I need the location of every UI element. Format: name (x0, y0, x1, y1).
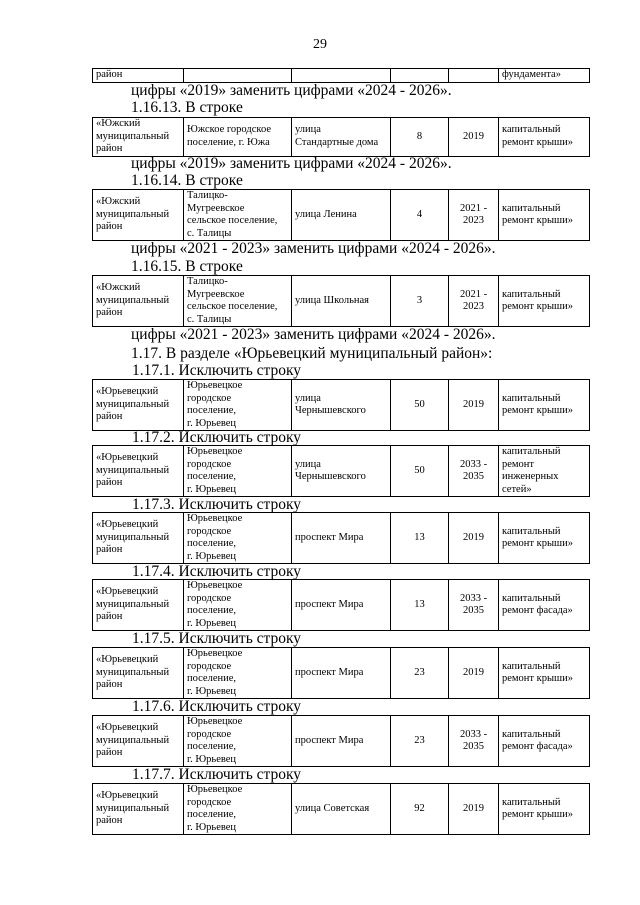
years-cell: 2019 (449, 648, 499, 699)
number-cell: 13 (391, 580, 449, 631)
district-cell: «Юрьевецкий муниципальный район (93, 716, 184, 767)
top-table-row (92, 68, 590, 83)
street-cell: улица Стандартные дома (292, 118, 391, 157)
years-cell: 2021 - 2023 (449, 276, 499, 327)
street-cell: улица Школьная (292, 276, 391, 327)
table-row (92, 647, 590, 699)
number-cell: 8 (391, 118, 449, 157)
work-cell: капитальный ремонт крыши» (499, 380, 590, 431)
years-cell: 2019 (449, 118, 499, 157)
text-line: 1.17.6. Исключить строку (132, 698, 302, 715)
district-cell: район (93, 69, 184, 83)
table-row (92, 783, 590, 835)
settlement-cell (184, 69, 292, 83)
work-cell: капитальный ремонт крыши» (499, 513, 590, 564)
settlement-cell: Юрьевецкое городское поселение, г. Юрьевец (184, 513, 292, 564)
text-line: 1.17. В разделе «Юрьевецкий муниципальный район»: (131, 345, 493, 362)
work-cell: капитальный ремонт фасада» (499, 580, 590, 631)
settlement-cell: Юрьевецкое городское поселение, г. Юрьевец (184, 446, 292, 497)
years-cell: 2019 (449, 784, 499, 835)
text-line: 1.16.14. В строке (131, 172, 243, 189)
district-cell: «Юрьевецкий муниципальный район (93, 648, 184, 699)
text-line: 1.17.1. Исключить строку (132, 362, 302, 379)
district-cell: «Юрьевецкий муниципальный район (93, 784, 184, 835)
work-cell: капитальный ремонт крыши» (499, 190, 590, 241)
table-row (92, 512, 590, 564)
text-line: 1.17.2. Исключить строку (132, 429, 302, 446)
text-line: 1.17.3. Исключить строку (132, 496, 302, 513)
settlement-cell: Юрьевецкое городское поселение, г. Юрьевец (184, 716, 292, 767)
settlement-cell: Юрьевецкое городское поселение, г. Юрьевец (184, 784, 292, 835)
number-cell: 23 (391, 648, 449, 699)
text-line: 1.17.4. Исключить строку (132, 563, 302, 580)
text-line: цифры «2021 - 2023» заменить цифрами «2024 - 2026». (131, 326, 496, 343)
street-cell: улица Ленина (292, 190, 391, 241)
district-cell: «Юрьевецкий муниципальный район (93, 446, 184, 497)
page-number: 29 (313, 37, 327, 52)
district-cell: «Юрьевецкий муниципальный район (93, 380, 184, 431)
number-cell: 50 (391, 380, 449, 431)
number-cell: 4 (391, 190, 449, 241)
text-line: 1.17.7. Исключить строку (132, 766, 302, 783)
table-row (92, 445, 590, 497)
table-row (92, 275, 590, 327)
years-cell: 2033 - 2035 (449, 716, 499, 767)
table-row (92, 117, 590, 157)
district-cell: «Юрьевецкий муниципальный район (93, 580, 184, 631)
table-row (92, 189, 590, 241)
district-cell: «Южский муниципальный район (93, 190, 184, 241)
settlement-cell: Талицко- Мугреевское сельское поселение, с. Талицы (184, 276, 292, 327)
street-cell: проспект Мира (292, 513, 391, 564)
street-cell: проспект Мира (292, 716, 391, 767)
number-cell (391, 69, 449, 83)
number-cell: 13 (391, 513, 449, 564)
street-cell: улица Советская (292, 784, 391, 835)
years-cell: 2033 - 2035 (449, 580, 499, 631)
text-line: цифры «2019» заменить цифрами «2024 - 2026». (131, 82, 452, 99)
street-cell: проспект Мира (292, 580, 391, 631)
years-cell: 2033 - 2035 (449, 446, 499, 497)
work-cell: капитальный ремонт фасада» (499, 716, 590, 767)
text-line: цифры «2019» заменить цифрами «2024 - 2026». (131, 155, 452, 172)
work-cell: капитальный ремонт крыши» (499, 784, 590, 835)
table-row (92, 379, 590, 431)
district-cell: «Южский муниципальный район (93, 276, 184, 327)
number-cell: 50 (391, 446, 449, 497)
years-cell: 2019 (449, 513, 499, 564)
settlement-cell: Юрьевецкое городское поселение, г. Юрьевец (184, 648, 292, 699)
table-row (92, 715, 590, 767)
text-line: 1.16.15. В строке (131, 258, 243, 275)
years-cell: 2021 - 2023 (449, 190, 499, 241)
settlement-cell: Юрьевецкое городское поселение, г. Юрьевец (184, 380, 292, 431)
number-cell: 92 (391, 784, 449, 835)
settlement-cell: Талицко- Мугреевское сельское поселение, с. Талицы (184, 190, 292, 241)
number-cell: 23 (391, 716, 449, 767)
settlement-cell: Юрьевецкое городское поселение, г. Юрьевец (184, 580, 292, 631)
years-cell (449, 69, 499, 83)
street-cell: проспект Мира (292, 648, 391, 699)
number-cell: 3 (391, 276, 449, 327)
street-cell: улица Чернышевского (292, 380, 391, 431)
years-cell: 2019 (449, 380, 499, 431)
street-cell: улица Чернышевского (292, 446, 391, 497)
table-row (92, 579, 590, 631)
work-cell: капитальный ремонт инженерных сетей» (499, 446, 590, 497)
work-cell: капитальный ремонт крыши» (499, 648, 590, 699)
work-cell: капитальный ремонт крыши» (499, 118, 590, 157)
settlement-cell: Южское городское поселение, г. Южа (184, 118, 292, 157)
district-cell: «Юрьевецкий муниципальный район (93, 513, 184, 564)
work-cell: капитальный ремонт крыши» (499, 276, 590, 327)
text-line: 1.17.5. Исключить строку (132, 630, 302, 647)
district-cell: «Южский муниципальный район (93, 118, 184, 157)
street-cell (292, 69, 391, 83)
text-line: 1.16.13. В строке (131, 99, 243, 116)
text-line: цифры «2021 - 2023» заменить цифрами «2024 - 2026». (131, 240, 496, 257)
work-cell: фундамента» (499, 69, 590, 83)
